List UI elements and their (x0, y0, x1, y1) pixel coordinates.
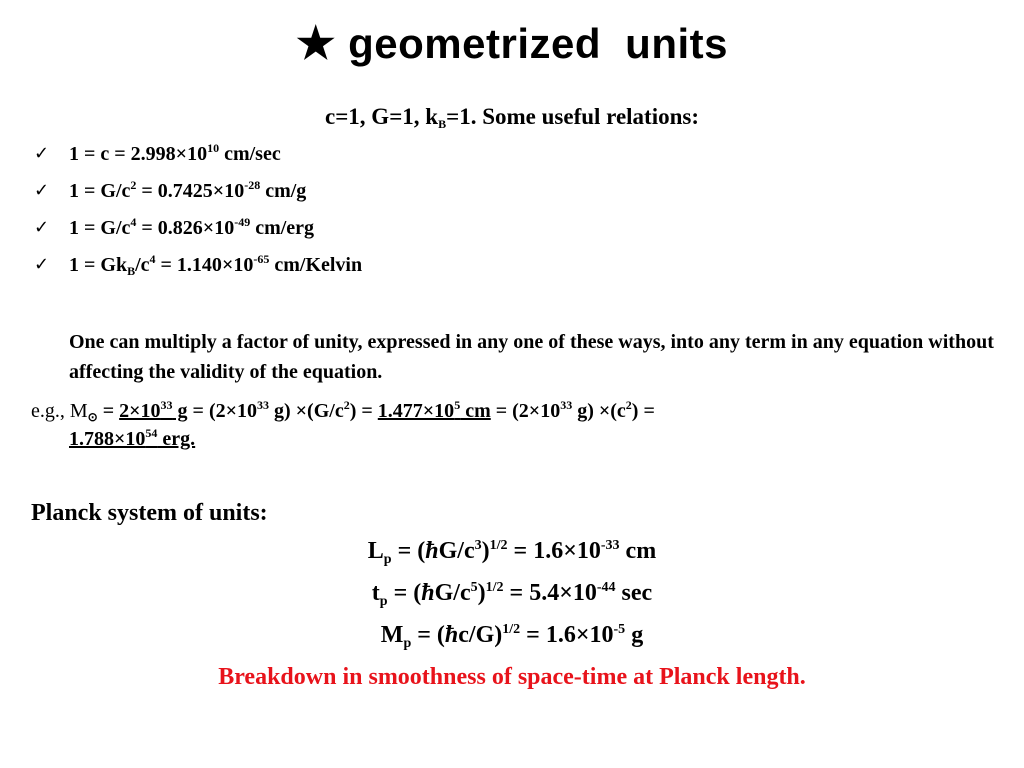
solar-mass-energy: $1.788\times 10^{54}$ erg. (69, 426, 196, 450)
relation-item: ✓ $1 = Gk_B/c^4 = 1.140\times 10^{-65}$ cm/Kelvin (34, 252, 363, 278)
example-line-2 (31, 425, 991, 453)
hbar-symbol: ħ (421, 580, 435, 606)
title-word-units: units (625, 20, 728, 67)
checkmark-icon: ✓ (34, 254, 50, 275)
checkmark-icon: ✓ (34, 143, 50, 164)
checkmark-icon: ✓ (34, 217, 50, 238)
slide-title (0, 18, 1024, 69)
relation-item: ✓ $1 = G/c^4 = 0.826\times 10^{-49}$ cm/erg (34, 215, 315, 239)
planck-time-formula: $t_p$ = $(ħG/c^5)^{1/2} = 5.4\times 10^{-44}$ sec (371, 580, 653, 609)
planck-heading: Planck system of units: (31, 500, 268, 526)
subtitle: c=1, G=1, $k_B=1$. Some useful relations: (324, 104, 700, 131)
planck-breakdown-note: Breakdown in smoothness of space-time at Planck length. (218, 664, 806, 690)
explanation-paragraph: One can multiply a factor of unity, expressed in any one of these ways, into any term in any equation without affecting the validity of the equation. (69, 331, 994, 383)
hbar-symbol: ħ (444, 622, 459, 648)
star-icon: ★ (295, 19, 336, 68)
sun-symbol-icon: ⊙ (87, 410, 98, 424)
example-line-1: e.g., $M_⊙ = 2\times 10^{33}$ $g = (2\times 10^{33}$ $g) \times(G/c^2) = 1.477\times 10^5$ cm = ($2\times 10^{33}$ $g) \times(c^2)$ = (31, 398, 655, 424)
planck-length-formula: $L_p$ = $(ħG/c^3)^{1/2} = 1.6\times 10^{-33}$ cm (367, 538, 657, 567)
planck-mass-formula: $M_p$ = (ħc/G)$^{1/2}$ = $1.6\times 10^{-5}$ g (380, 622, 644, 651)
hbar-symbol: ħ (425, 538, 439, 564)
relations-list (34, 143, 362, 291)
relation-item: ✓ $1 = c = 2.998\times 10^{10}$ cm/sec (34, 141, 281, 165)
example-block (31, 397, 991, 453)
solar-mass-length: $1.477\times 10^5$ cm (377, 398, 491, 422)
solar-mass-value: $2\times 10^{33}$ g (119, 398, 188, 422)
title-word-geometrized: geometrized (348, 20, 601, 67)
relation-item: ✓ $1 = G/c^2 = 0.7425\times 10^{-28}$ cm/g (34, 178, 307, 202)
checkmark-icon: ✓ (34, 180, 50, 201)
